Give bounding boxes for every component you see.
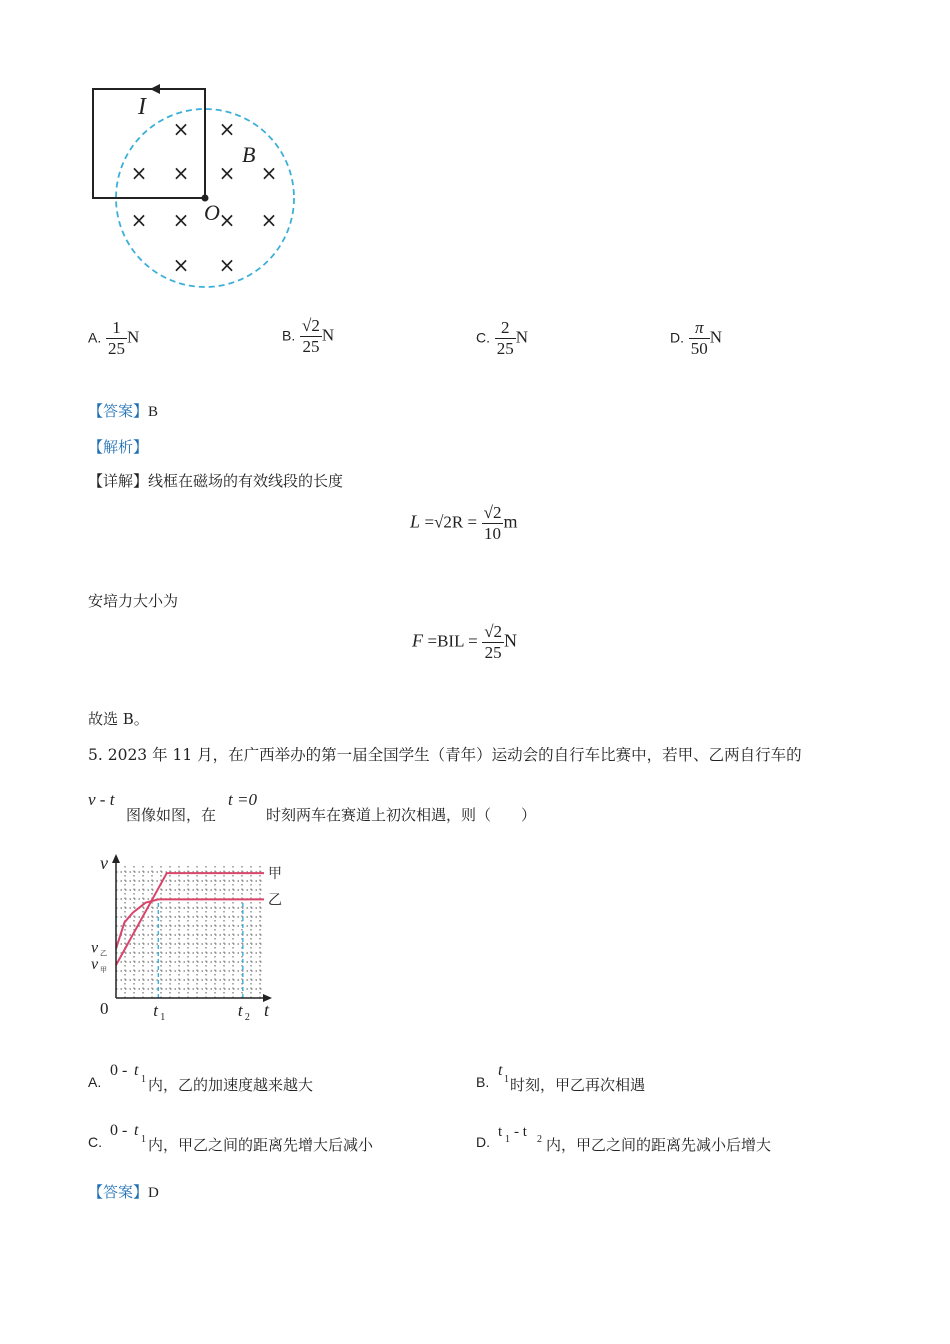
field-cross: × (218, 208, 236, 232)
field-cross: × (172, 117, 190, 141)
y-tick-sub: 甲 (100, 966, 107, 975)
q5-option-a[interactable]: A. 0 - t 1 内，乙的加速度越来越大 (88, 1062, 314, 1094)
field-cross: × (260, 161, 278, 185)
q5-stem-line1: 5. 2023 年 11 月，在广西举办的第一届全国学生（青年）运动会的自行车比赛中，若甲、乙两自行车的 (88, 746, 802, 764)
field-cross: × (130, 161, 148, 185)
field-cross: × (172, 253, 190, 277)
y-tick-labels (91, 940, 107, 974)
q4-conclusion: 故选 B。 (88, 710, 149, 728)
answer-value: B (148, 404, 159, 420)
field-cross: × (172, 161, 190, 185)
legend-label-乙: 乙 (268, 892, 282, 909)
field-cross: × (260, 208, 278, 232)
x-tick-label: t (153, 1001, 159, 1020)
detail-tag: 【详解】 (88, 472, 149, 490)
chart-series (116, 873, 264, 965)
option-letter: B. (282, 327, 296, 344)
magnetic-field-figure (80, 80, 310, 295)
equation-length: L =√2R = $\frac{√2}{10}$ m (410, 503, 518, 543)
y-tick-sub: 乙 (100, 949, 107, 958)
field-cross: × (218, 253, 236, 277)
q4-option-b[interactable]: B. $\frac{√2}{25}$ N (282, 316, 335, 356)
field-cross: × (218, 161, 236, 185)
answer-tag: 【答案】 (88, 402, 149, 420)
field-cross: × (172, 208, 190, 232)
chart-dashed-lines (158, 899, 243, 998)
option-letter: C. (476, 329, 490, 346)
q4-option-d[interactable]: D. $\frac{\pi}{50}$ N (670, 318, 723, 358)
q4-detail (88, 470, 343, 491)
x-tick-sub: 2 (244, 1012, 250, 1023)
equation-force: F =BIL = $\frac{√2}{25}$ N (412, 622, 518, 662)
y-tick-label: v (91, 939, 99, 957)
t0-label: t =0 (228, 790, 257, 809)
q4-analysis-tag: 【解析】 (88, 438, 149, 456)
field-cross: × (218, 117, 236, 141)
y-axis-label: v (100, 853, 108, 873)
q4-detail-text2: 安培力大小为 (88, 592, 179, 610)
option-letter: D. (670, 329, 684, 346)
x-tick-label: t (237, 1001, 243, 1020)
q5-option-d[interactable]: D. t 1 - t 2 内，甲乙之间的距离先减小后增大 (476, 1124, 772, 1154)
q5-answer (88, 1181, 159, 1202)
option-fraction: $\frac{2}{25}$ (496, 318, 514, 358)
current-label: I (138, 94, 146, 120)
vt-label: v - t (88, 790, 115, 809)
q5-option-b[interactable]: B. t 1 时刻，甲乙再次相遇 (476, 1062, 646, 1094)
option-fraction: $\frac{√2}{25}$ (302, 316, 320, 356)
chart-legend (268, 866, 282, 908)
option-fraction: $\frac{1}{25}$ (108, 318, 126, 358)
chart-grid (116, 866, 264, 998)
y-tick-label: v (91, 956, 99, 974)
answer-value: D (148, 1185, 159, 1201)
y-axis-arrow-icon (112, 854, 120, 863)
legend-label-甲: 甲 (268, 866, 282, 883)
option-fraction: $\frac{\pi}{50}$ (690, 318, 708, 358)
origin-label: 0 (100, 999, 109, 1018)
q5-stem-line2: v - t 图像如图，在 t =0 时刻两车在赛道上初次相遇，则（ ） (88, 790, 537, 824)
option-letter: A. (88, 329, 102, 346)
x-tick-sub: 1 (160, 1012, 166, 1023)
field-label: B (242, 142, 256, 167)
current-arrow-icon (150, 84, 160, 94)
q4-answer (88, 400, 158, 421)
center-label: O (204, 200, 220, 225)
q4-option-a[interactable]: A. $\frac{1}{25}$ N (88, 318, 140, 358)
x-tick-labels (153, 1001, 250, 1023)
series-line-甲 (116, 873, 264, 965)
x-axis-label: t (264, 1000, 270, 1020)
detail-text: 线框在磁场的有效线段的长度 (148, 472, 344, 490)
answer-tag: 【答案】 (88, 1183, 149, 1201)
vt-chart (88, 848, 288, 1028)
q4-option-c[interactable]: C. $\frac{2}{25}$ N (476, 318, 529, 358)
field-cross: × (130, 208, 148, 232)
q5-option-c[interactable]: C. 0 - t 1 内，甲乙之间的距离先增大后减小 (88, 1122, 374, 1154)
